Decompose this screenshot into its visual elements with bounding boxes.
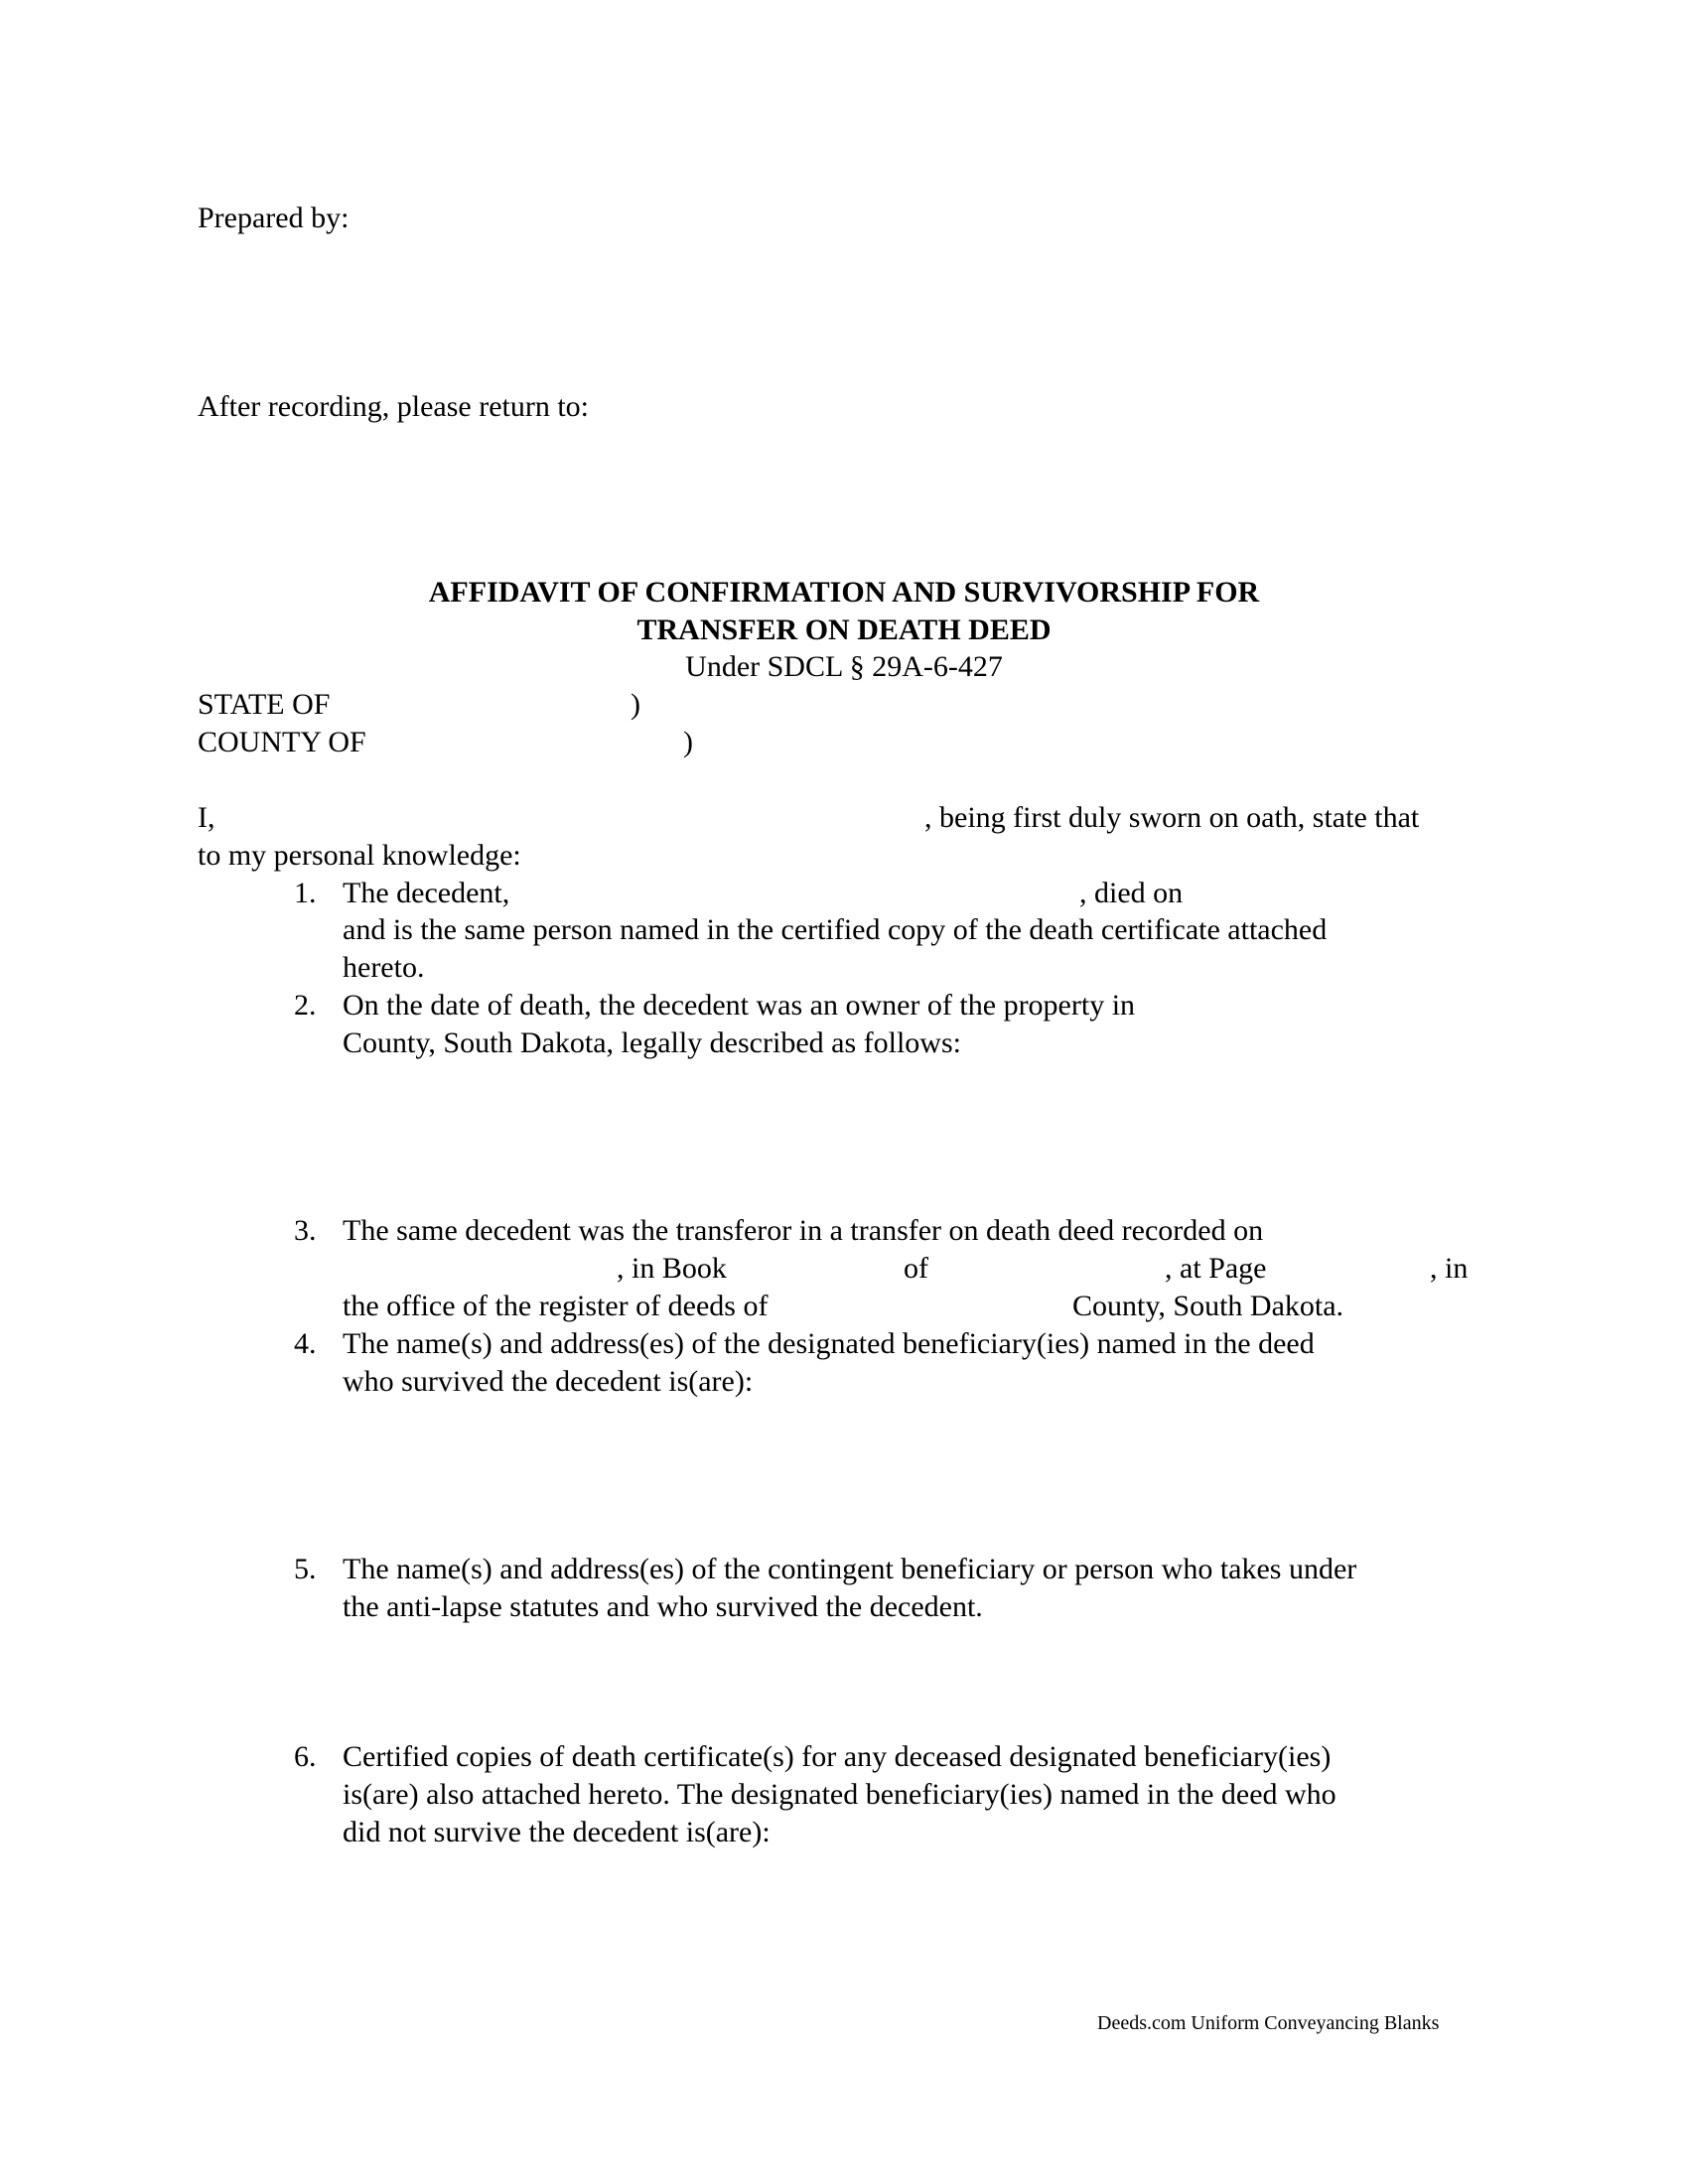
document-title-line-1: AFFIDAVIT OF CONFIRMATION AND SURVIVORSHIP FOR xyxy=(428,576,1260,609)
item-2-line-2: County, South Dakota, legally described as follows: xyxy=(343,1026,961,1059)
affiant-intro: I, xyxy=(198,801,215,834)
item-3-in: , in xyxy=(1430,1252,1469,1285)
prepared-by-label: Prepared by: xyxy=(198,202,350,234)
item-1-line-2: and is the same person named in the certified copy of the death certificate attached xyxy=(343,913,1328,946)
item-3-of: of xyxy=(904,1252,928,1285)
document-title-line-2: TRANSFER ON DEATH DEED xyxy=(636,614,1052,646)
item-5-number: 5. xyxy=(294,1553,317,1585)
item-5-line-1: The name(s) and address(es) of the contingent beneficiary or person who takes under xyxy=(343,1553,1357,1585)
item-2-number: 2. xyxy=(294,989,317,1022)
item-3-line-1: The same decedent was the transferor in a transfer on death deed recorded on xyxy=(343,1214,1264,1247)
item-4-line-2: who survived the decedent is(are): xyxy=(343,1365,754,1398)
item-5-line-2: the anti-lapse statutes and who survived the decedent. xyxy=(343,1590,983,1623)
item-3-number: 3. xyxy=(294,1214,317,1247)
affiant-knowledge: to my personal knowledge: xyxy=(198,839,521,872)
item-3-page: , at Page xyxy=(1165,1252,1267,1285)
state-paren: ) xyxy=(631,688,640,721)
state-label: STATE OF xyxy=(198,688,331,721)
item-4-line-1: The name(s) and address(es) of the designated beneficiary(ies) named in the deed xyxy=(343,1327,1315,1360)
item-6-number: 6. xyxy=(294,1740,317,1773)
item-3-book: , in Book xyxy=(617,1252,727,1285)
item-6-line-2: is(are) also attached hereto. The designated beneficiary(ies) named in the deed who xyxy=(343,1778,1336,1811)
county-paren: ) xyxy=(683,726,693,758)
item-6-line-3: did not survive the decedent is(are): xyxy=(343,1816,771,1848)
item-1-decedent: The decedent, xyxy=(343,877,510,909)
return-to-label: After recording, please return to: xyxy=(198,390,589,423)
footer-credit: Deeds.com Uniform Conveyancing Blanks xyxy=(1097,2012,1440,2034)
item-3-county: County, South Dakota. xyxy=(1072,1290,1344,1322)
affiant-sworn-text: , being first duly sworn on oath, state that xyxy=(924,801,1420,834)
item-4-number: 4. xyxy=(294,1327,317,1360)
statute-reference: Under SDCL § 29A-6-427 xyxy=(685,650,1003,683)
item-3-office: the office of the register of deeds of xyxy=(343,1290,769,1322)
county-label: COUNTY OF xyxy=(198,726,366,758)
item-1-line-3: hereto. xyxy=(343,951,425,984)
item-1-died-on: , died on xyxy=(1079,877,1184,909)
item-6-line-1: Certified copies of death certificate(s) for any deceased designated beneficiary(ies) xyxy=(343,1740,1332,1773)
item-2-line-1: On the date of death, the decedent was an owner of the property in xyxy=(343,989,1136,1022)
item-1-number: 1. xyxy=(294,877,317,909)
